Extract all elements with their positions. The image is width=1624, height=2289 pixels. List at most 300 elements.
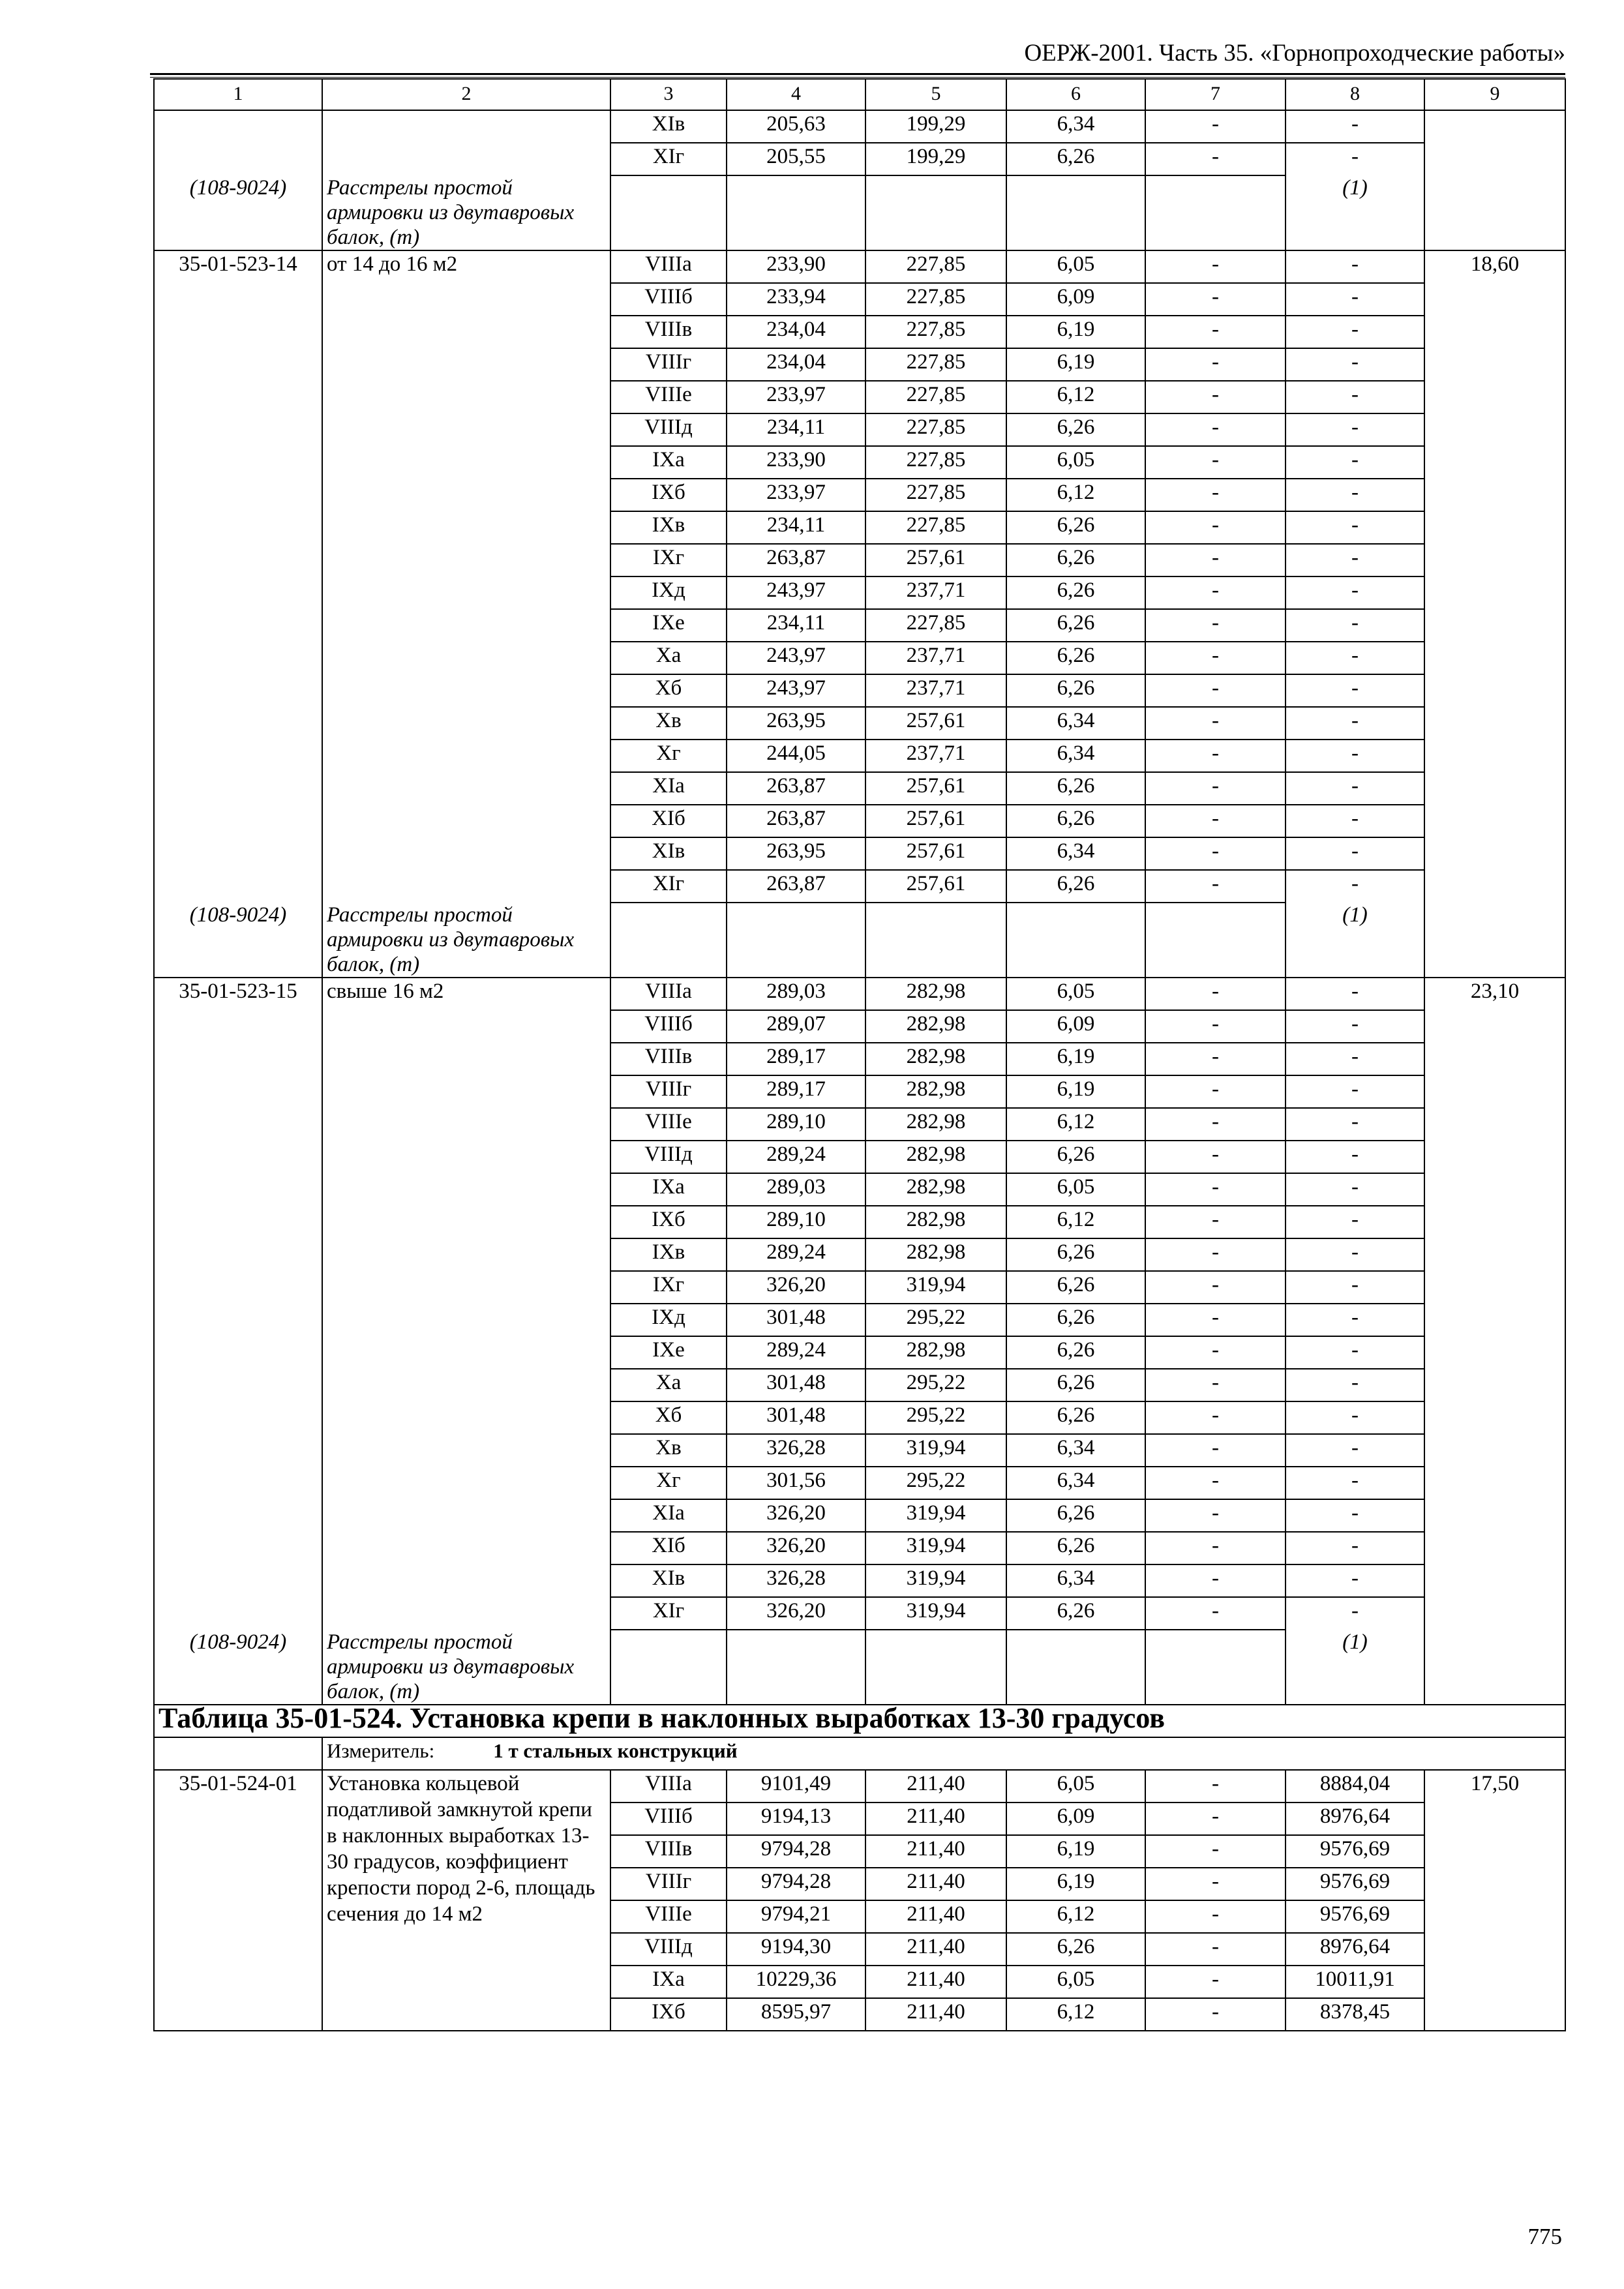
value-cell: - [1145, 283, 1286, 316]
code-cell [154, 283, 322, 316]
value-cell: 227,85 [865, 413, 1006, 446]
rate-cell [1424, 381, 1565, 413]
table-row [154, 1336, 1565, 1369]
table-row [154, 1532, 1565, 1564]
code-cell: 35-01-523-15 [154, 978, 322, 1010]
name-cell [322, 511, 610, 544]
value-cell: - [1145, 576, 1286, 609]
code-cell [154, 1238, 322, 1271]
value-cell: 237,71 [865, 642, 1006, 674]
category-cell: IXа [610, 1173, 727, 1206]
name-cell [322, 1369, 610, 1401]
value-cell: 6,34 [1006, 1467, 1145, 1499]
rate-cell [1424, 707, 1565, 740]
category-cell: VIIIа [610, 978, 727, 1010]
value-cell: 6,09 [1006, 1803, 1145, 1835]
empty-cell [1145, 175, 1286, 250]
value-cell: 227,85 [865, 609, 1006, 642]
table-row [154, 413, 1565, 446]
value-cell: - [1286, 381, 1424, 413]
empty-cell [1006, 175, 1145, 250]
value-cell: - [1145, 870, 1286, 903]
name-cell [322, 870, 610, 903]
value-cell: 6,05 [1006, 446, 1145, 479]
value-cell: 6,26 [1006, 1238, 1145, 1271]
code-cell [154, 110, 322, 143]
name-cell [322, 707, 610, 740]
value-cell: 211,40 [865, 1835, 1006, 1868]
code-cell [154, 609, 322, 642]
value-cell: - [1286, 1499, 1424, 1532]
empty-cell [727, 175, 865, 250]
value-cell: - [1286, 1075, 1424, 1108]
value-cell: 205,63 [727, 110, 865, 143]
rate-cell [1424, 1010, 1565, 1043]
table-row [154, 511, 1565, 544]
category-cell: XIб [610, 1532, 727, 1564]
name-cell [322, 316, 610, 348]
value-cell: 237,71 [865, 674, 1006, 707]
value-cell: - [1145, 1271, 1286, 1304]
value-cell: 301,56 [727, 1467, 865, 1499]
value-cell: 227,85 [865, 348, 1006, 381]
value-cell: - [1145, 674, 1286, 707]
name-cell [322, 772, 610, 805]
rate-cell [1424, 348, 1565, 381]
value-cell: 319,94 [865, 1564, 1006, 1597]
category-cell: IXд [610, 576, 727, 609]
code-cell [154, 1401, 322, 1434]
code-cell: 35-01-524-01 [154, 1770, 322, 2031]
resource-name: Расстрелы простой армировки из двутавровых балок, (т) [322, 903, 610, 978]
value-cell: 326,28 [727, 1564, 865, 1597]
value-cell: 205,55 [727, 143, 865, 175]
table-row [154, 609, 1565, 642]
column-number: 4 [727, 79, 865, 110]
rate-cell: 23,10 [1424, 978, 1565, 1010]
value-cell: 257,61 [865, 837, 1006, 870]
column-number: 5 [865, 79, 1006, 110]
category-cell: IXв [610, 511, 727, 544]
value-cell: 6,12 [1006, 1108, 1145, 1141]
name-cell [322, 348, 610, 381]
value-cell: 289,24 [727, 1336, 865, 1369]
value-cell: 295,22 [865, 1304, 1006, 1336]
rate-cell [1424, 1401, 1565, 1434]
value-cell: 282,98 [865, 1010, 1006, 1043]
value-cell: - [1145, 805, 1286, 837]
code-cell [154, 837, 322, 870]
code-cell [154, 511, 322, 544]
value-cell: 6,26 [1006, 143, 1145, 175]
value-cell: - [1145, 707, 1286, 740]
value-cell: 6,34 [1006, 110, 1145, 143]
value-cell: - [1145, 1564, 1286, 1597]
value-cell: 6,34 [1006, 707, 1145, 740]
name-cell [322, 642, 610, 674]
value-cell: 6,19 [1006, 1043, 1145, 1075]
category-cell: VIIIг [610, 348, 727, 381]
code-cell [154, 1597, 322, 1630]
value-cell: 282,98 [865, 1238, 1006, 1271]
value-cell: - [1286, 110, 1424, 143]
code-cell [154, 544, 322, 576]
value-cell: - [1145, 413, 1286, 446]
category-cell: IXд [610, 1304, 727, 1336]
code-cell [154, 316, 322, 348]
code-cell [154, 1043, 322, 1075]
value-cell: 319,94 [865, 1499, 1006, 1532]
value-cell: 199,29 [865, 110, 1006, 143]
category-cell: IXв [610, 1238, 727, 1271]
value-cell: 6,09 [1006, 283, 1145, 316]
value-cell: 237,71 [865, 576, 1006, 609]
category-cell: VIIIд [610, 1141, 727, 1173]
table-row [154, 1564, 1565, 1597]
value-cell: - [1286, 1043, 1424, 1075]
category-cell: VIIIб [610, 283, 727, 316]
category-cell: VIIIа [610, 250, 727, 283]
code-cell [154, 1304, 322, 1336]
rate-cell [1424, 1467, 1565, 1499]
category-cell: VIIIе [610, 1108, 727, 1141]
value-cell: 9194,30 [727, 1933, 865, 1966]
table-title-row [154, 1705, 1565, 1737]
empty-cell [727, 1630, 865, 1705]
value-cell: - [1145, 1010, 1286, 1043]
table-title: Таблица 35-01-524. Установка крепи в наклонных выработках 13-30 градусов [154, 1705, 1565, 1737]
table-row [154, 1173, 1565, 1206]
value-cell: - [1286, 674, 1424, 707]
value-cell: 243,97 [727, 674, 865, 707]
code-cell [154, 446, 322, 479]
category-cell: IXа [610, 446, 727, 479]
value-cell: - [1145, 978, 1286, 1010]
name-cell [322, 110, 610, 143]
value-cell: - [1145, 110, 1286, 143]
value-cell: 6,05 [1006, 1173, 1145, 1206]
value-cell: 263,87 [727, 544, 865, 576]
empty-cell [1424, 903, 1565, 978]
code-cell [154, 479, 322, 511]
empty-cell [610, 1630, 727, 1705]
table-row [154, 576, 1565, 609]
value-cell: - [1145, 544, 1286, 576]
rate-cell [1424, 740, 1565, 772]
value-cell: - [1286, 740, 1424, 772]
code-cell [154, 1271, 322, 1304]
name-cell [322, 1043, 610, 1075]
empty-cell [1006, 1630, 1145, 1705]
meter-label: Измеритель: [327, 1739, 435, 1762]
value-cell: 227,85 [865, 283, 1006, 316]
value-cell: 211,40 [865, 1933, 1006, 1966]
value-cell: - [1286, 576, 1424, 609]
value-cell: - [1286, 348, 1424, 381]
value-cell: 6,26 [1006, 1336, 1145, 1369]
value-cell: - [1286, 837, 1424, 870]
rate-cell [1424, 1271, 1565, 1304]
value-cell: - [1145, 511, 1286, 544]
rate-cell [1424, 479, 1565, 511]
rate-cell [1424, 609, 1565, 642]
table-body [154, 79, 1565, 2031]
name-cell [322, 479, 610, 511]
code-cell [154, 805, 322, 837]
code-cell [154, 143, 322, 175]
resource-quantity: (1) [1286, 175, 1424, 250]
code-cell [154, 740, 322, 772]
table-row [154, 642, 1565, 674]
value-cell: - [1286, 446, 1424, 479]
value-cell: 257,61 [865, 805, 1006, 837]
rate-cell [1424, 837, 1565, 870]
rate-cell [1424, 446, 1565, 479]
code-cell [154, 870, 322, 903]
value-cell: - [1286, 479, 1424, 511]
table-row [154, 1369, 1565, 1401]
category-cell: IXб [610, 1998, 727, 2031]
value-cell: - [1286, 1173, 1424, 1206]
empty-cell [1145, 1630, 1286, 1705]
code-cell: 35-01-523-14 [154, 250, 322, 283]
name-cell [322, 1304, 610, 1336]
rate-cell [1424, 1597, 1565, 1630]
value-cell: 263,95 [727, 707, 865, 740]
value-cell: 233,90 [727, 446, 865, 479]
value-cell: - [1145, 1238, 1286, 1271]
empty-cell [865, 175, 1006, 250]
name-cell [322, 1597, 610, 1630]
column-number: 3 [610, 79, 727, 110]
resource-quantity: (1) [1286, 1630, 1424, 1705]
value-cell: 6,19 [1006, 1835, 1145, 1868]
value-cell: 6,26 [1006, 413, 1145, 446]
code-cell [154, 1336, 322, 1369]
rate-cell [1424, 1304, 1565, 1336]
page-number: 775 [1527, 2224, 1562, 2249]
value-cell: 6,26 [1006, 1933, 1145, 1966]
rate-cell: 17,50 [1424, 1770, 1565, 2031]
empty-cell [610, 175, 727, 250]
value-cell: - [1286, 870, 1424, 903]
value-cell: 233,94 [727, 283, 865, 316]
value-cell: 9576,69 [1286, 1868, 1424, 1900]
value-cell: 227,85 [865, 479, 1006, 511]
empty-cell [727, 903, 865, 978]
value-cell: 233,97 [727, 479, 865, 511]
value-cell: - [1145, 1966, 1286, 1998]
value-cell: 233,90 [727, 250, 865, 283]
value-cell: 243,97 [727, 642, 865, 674]
rate-cell [1424, 1108, 1565, 1141]
value-cell: - [1145, 772, 1286, 805]
code-cell [154, 348, 322, 381]
rate-cell [1424, 143, 1565, 175]
value-cell: 6,26 [1006, 642, 1145, 674]
name-cell [322, 576, 610, 609]
value-cell: - [1286, 707, 1424, 740]
value-cell: 9194,13 [727, 1803, 865, 1835]
value-cell: 6,26 [1006, 674, 1145, 707]
value-cell: 289,07 [727, 1010, 865, 1043]
category-cell: Xв [610, 707, 727, 740]
name-cell [322, 1206, 610, 1238]
value-cell: 10011,91 [1286, 1966, 1424, 1998]
value-cell: - [1145, 1933, 1286, 1966]
column-number: 6 [1006, 79, 1145, 110]
column-number: 1 [154, 79, 322, 110]
code-cell [154, 1467, 322, 1499]
value-cell: 227,85 [865, 250, 1006, 283]
table-row [154, 1271, 1565, 1304]
column-number: 8 [1286, 79, 1424, 110]
value-cell: 326,20 [727, 1532, 865, 1564]
name-cell [322, 1564, 610, 1597]
value-cell: 6,26 [1006, 511, 1145, 544]
value-cell: 8976,64 [1286, 1803, 1424, 1835]
code-cell [154, 1108, 322, 1141]
table-row [154, 110, 1565, 143]
value-cell: 6,19 [1006, 348, 1145, 381]
value-cell: 6,26 [1006, 1141, 1145, 1173]
rate-cell [1424, 1043, 1565, 1075]
value-cell: 237,71 [865, 740, 1006, 772]
value-cell: 211,40 [865, 1868, 1006, 1900]
value-cell: - [1286, 1597, 1424, 1630]
value-cell: - [1286, 1304, 1424, 1336]
code-cell [154, 642, 322, 674]
name-cell [322, 1467, 610, 1499]
value-cell: - [1145, 642, 1286, 674]
value-cell: 295,22 [865, 1401, 1006, 1434]
value-cell: 326,20 [727, 1499, 865, 1532]
value-cell: 6,26 [1006, 870, 1145, 903]
value-cell: 289,17 [727, 1043, 865, 1075]
value-cell: 6,26 [1006, 1304, 1145, 1336]
value-cell: 289,03 [727, 978, 865, 1010]
value-cell: 10229,36 [727, 1966, 865, 1998]
value-cell: 282,98 [865, 1206, 1006, 1238]
value-cell: - [1145, 1499, 1286, 1532]
category-cell: IXе [610, 609, 727, 642]
rate-cell [1424, 1532, 1565, 1564]
value-cell: 319,94 [865, 1597, 1006, 1630]
value-cell: 257,61 [865, 772, 1006, 805]
value-cell: - [1286, 1467, 1424, 1499]
value-cell: - [1286, 1010, 1424, 1043]
code-cell [154, 413, 322, 446]
rate-cell [1424, 772, 1565, 805]
code-cell [154, 707, 322, 740]
value-cell: 282,98 [865, 1336, 1006, 1369]
code-cell [154, 772, 322, 805]
value-cell: 6,05 [1006, 1770, 1145, 1803]
rate-cell [1424, 511, 1565, 544]
category-cell: Xг [610, 740, 727, 772]
value-cell: 234,11 [727, 609, 865, 642]
rate-cell [1424, 1336, 1565, 1369]
value-cell: - [1145, 1304, 1286, 1336]
value-cell: 6,26 [1006, 1401, 1145, 1434]
column-number-row [154, 79, 1565, 110]
value-cell: - [1286, 1108, 1424, 1141]
table-row [154, 1770, 1565, 1803]
value-cell: - [1145, 1868, 1286, 1900]
value-cell: - [1145, 1206, 1286, 1238]
value-cell: 257,61 [865, 544, 1006, 576]
name-cell [322, 143, 610, 175]
value-cell: 6,12 [1006, 381, 1145, 413]
resource-quantity: (1) [1286, 903, 1424, 978]
value-cell: - [1145, 740, 1286, 772]
category-cell: XIг [610, 1597, 727, 1630]
empty-cell [1006, 903, 1145, 978]
table-row [154, 348, 1565, 381]
value-cell: 6,26 [1006, 609, 1145, 642]
table-row [154, 143, 1565, 175]
value-cell: 257,61 [865, 870, 1006, 903]
value-cell: - [1286, 143, 1424, 175]
table-row [154, 1206, 1565, 1238]
value-cell: 8378,45 [1286, 1998, 1424, 2031]
value-cell: 6,05 [1006, 978, 1145, 1010]
value-cell: 6,19 [1006, 1075, 1145, 1108]
category-cell: IXб [610, 479, 727, 511]
value-cell: 211,40 [865, 1770, 1006, 1803]
table-row [154, 283, 1565, 316]
code-cell [154, 1173, 322, 1206]
value-cell: 326,20 [727, 1271, 865, 1304]
value-cell: 6,19 [1006, 1868, 1145, 1900]
name-cell: Установка кольцевой податливой замкнутой крепи в наклонных выработках 13-30 градусов, коэффициент крепости пород 2-6, площадь сечения до 14 м2 [322, 1770, 610, 2031]
norms-table [153, 78, 1566, 2031]
rate-cell [1424, 1075, 1565, 1108]
table-row [154, 1467, 1565, 1499]
value-cell: 227,85 [865, 446, 1006, 479]
value-cell: 6,34 [1006, 837, 1145, 870]
name-cell [322, 413, 610, 446]
category-cell: Xб [610, 1401, 727, 1434]
table-row [154, 1597, 1565, 1630]
name-cell: от 14 до 16 м2 [322, 250, 610, 283]
name-cell [322, 1141, 610, 1173]
value-cell: 227,85 [865, 381, 1006, 413]
value-cell: - [1145, 143, 1286, 175]
category-cell: IXе [610, 1336, 727, 1369]
table-row [154, 1043, 1565, 1075]
value-cell: 211,40 [865, 1900, 1006, 1933]
rate-cell [1424, 1564, 1565, 1597]
value-cell: 319,94 [865, 1271, 1006, 1304]
value-cell: 199,29 [865, 143, 1006, 175]
value-cell: 9794,21 [727, 1900, 865, 1933]
value-cell: 282,98 [865, 1075, 1006, 1108]
category-cell: VIIIв [610, 1043, 727, 1075]
name-cell [322, 740, 610, 772]
value-cell: 6,34 [1006, 740, 1145, 772]
meter-info [322, 1737, 1565, 1770]
category-cell: VIIIв [610, 316, 727, 348]
value-cell: - [1145, 479, 1286, 511]
value-cell: 211,40 [865, 1803, 1006, 1835]
empty-cell [1424, 1630, 1565, 1705]
name-cell [322, 446, 610, 479]
rate-cell [1424, 870, 1565, 903]
value-cell: 243,97 [727, 576, 865, 609]
value-cell: 227,85 [865, 316, 1006, 348]
value-cell: 326,20 [727, 1597, 865, 1630]
